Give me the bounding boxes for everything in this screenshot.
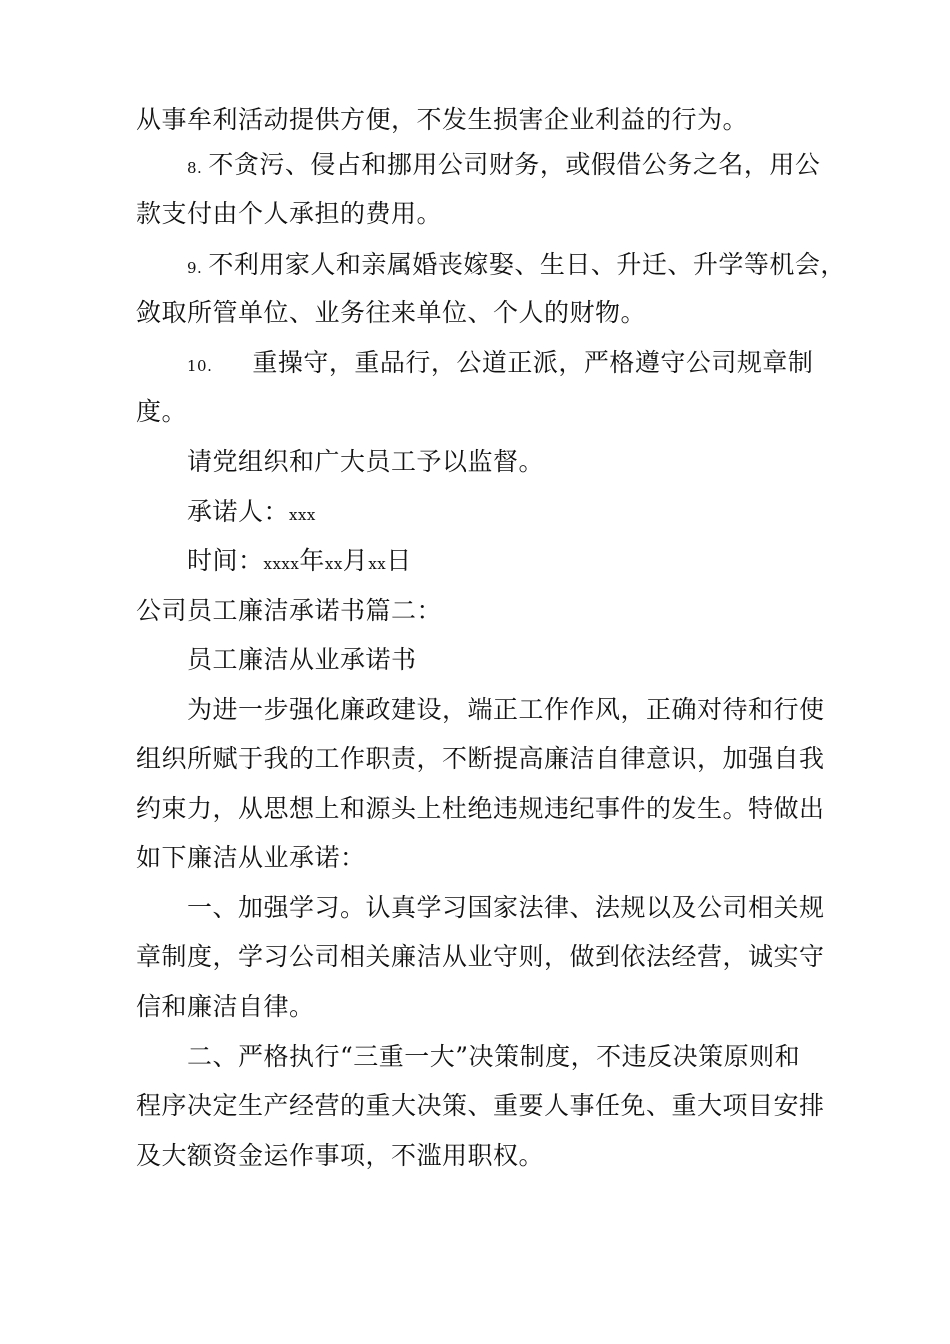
text: 从事牟利活动提供方便，不发生损害企业利益的行为。 — [136, 105, 749, 134]
paragraph-line — [136, 744, 825, 774]
item-number: 9. — [187, 259, 203, 277]
list-item-8 — [187, 150, 820, 183]
signatory-value: xxx — [289, 506, 316, 524]
date-label: 时间： — [187, 546, 264, 575]
paragraph-line — [136, 298, 646, 328]
item-number: 8. — [187, 159, 203, 177]
list-item-10 — [187, 348, 813, 381]
paragraph-line — [187, 695, 825, 725]
text: 不利用家人和亲属婚丧嫁娶、生日、升迁、升学等机会， — [208, 250, 846, 279]
text: 不贪污、侵占和挪用公司财务，或假借公务之名，用公 — [208, 150, 821, 179]
paragraph-line — [136, 942, 825, 972]
document-title — [187, 645, 417, 675]
text: 程序决定生产经营的重大决策、重要人事任免、重大项目安排 — [136, 1091, 825, 1120]
text: 章制度，学习公司相关廉洁从业守则，做到依法经营，诚实守 — [136, 942, 825, 971]
paragraph-line — [136, 199, 442, 229]
paragraph-line — [136, 1141, 544, 1171]
section-heading — [136, 596, 442, 626]
text: 如下廉洁从业承诺： — [136, 843, 366, 872]
paragraph-line — [136, 992, 315, 1022]
date-year: xxxx — [263, 555, 300, 573]
text: 及大额资金运作事项，不滥用职权。 — [136, 1141, 545, 1170]
text: 重操守，重品行，公道正派，严格遵守公司规章制 — [252, 348, 814, 377]
paragraph-line — [136, 843, 366, 873]
paragraph-line — [187, 447, 544, 477]
text: 度。 — [136, 397, 188, 426]
signatory-line — [187, 497, 316, 530]
date-month: xx — [324, 555, 343, 573]
text: 二、严格执行“三重一大”决策制度，不违反决策原则和 — [187, 1042, 801, 1071]
date-year-char: 年 — [299, 546, 325, 575]
text: 公司员工廉洁承诺书篇二： — [136, 596, 443, 625]
paragraph-line — [136, 1091, 825, 1121]
text: 款支付由个人承担的费用。 — [136, 199, 443, 228]
text: 信和廉洁自律。 — [136, 992, 315, 1021]
paragraph-line — [187, 1042, 800, 1072]
date-line — [187, 546, 412, 579]
paragraph-line — [136, 794, 825, 824]
item-number: 10. — [187, 357, 213, 375]
paragraph-line — [136, 105, 748, 135]
paragraph-line — [136, 397, 187, 427]
text: 一、加强学习。认真学习国家法律、法规以及公司相关规 — [187, 893, 825, 922]
paragraph-line — [187, 893, 825, 923]
date-day: xx — [368, 555, 387, 573]
date-day-char: 日 — [386, 546, 412, 575]
text: 组织所赋于我的工作职责，不断提高廉洁自律意识，加强自我 — [136, 744, 825, 773]
text: 请党组织和广大员工予以监督。 — [187, 447, 545, 476]
text: 员工廉洁从业承诺书 — [187, 645, 417, 674]
text: 约束力，从思想上和源头上杜绝违规违纪事件的发生。特做出 — [136, 794, 825, 823]
text: 敛取所管单位、业务往来单位、个人的财物。 — [136, 298, 647, 327]
list-item-9 — [187, 250, 846, 283]
signatory-label: 承诺人： — [187, 497, 290, 526]
text: 为进一步强化廉政建设，端正工作作风，正确对待和行使 — [187, 695, 825, 724]
date-month-char: 月 — [342, 546, 369, 575]
